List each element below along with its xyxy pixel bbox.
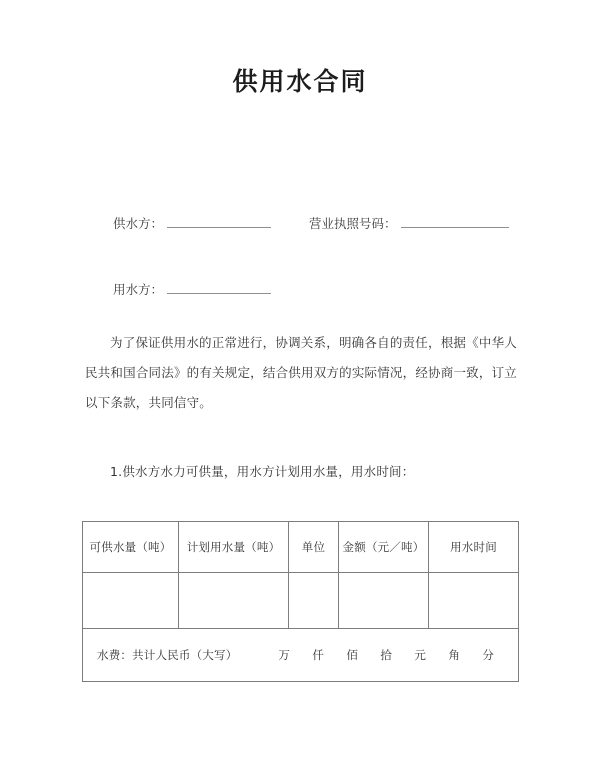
cell-planned-volume[interactable] [179, 573, 289, 629]
license-number-label: 营业执照号码： [309, 216, 397, 231]
currency-unit-3: 拾 [380, 648, 393, 662]
water-fee-total-cell[interactable] [83, 629, 519, 682]
currency-unit-6: 分 [482, 648, 495, 662]
user-label: 用水方： [113, 282, 164, 297]
currency-unit-2: 佰 [346, 648, 359, 662]
currency-unit-0: 万 [278, 648, 291, 662]
header-available-volume: 可供水量（吨） [83, 522, 179, 573]
supplier-label: 供水方： [113, 216, 164, 231]
supplier-field-row [113, 216, 509, 231]
supplier-input-blank[interactable] [167, 216, 271, 228]
header-amount: 金额（元／吨） [339, 522, 429, 573]
user-input-blank[interactable] [167, 282, 271, 294]
license-number-input-blank[interactable] [401, 216, 509, 228]
clause-1: 1.供水方水力可供量，用水方计划用水量，用水时间： [110, 464, 415, 479]
header-unit: 单位 [289, 522, 339, 573]
currency-units-group [267, 647, 505, 663]
table-total-row [83, 629, 519, 682]
water-usage-table [82, 521, 519, 682]
user-field-row [113, 282, 271, 297]
cell-unit[interactable] [289, 573, 339, 629]
preamble-paragraph: 为了保证供用水的正常进行，协调关系，明确各自的责任，根据《中华人民共和国合同法》的有关规定，结合供用双方的实际情况，经协商一致，订立以下条款，共同信守。 [85, 335, 517, 410]
cell-available-volume[interactable] [83, 573, 179, 629]
currency-unit-1: 仟 [312, 648, 325, 662]
table-row [83, 573, 519, 629]
cell-usage-time[interactable] [429, 573, 519, 629]
header-planned-volume: 计划用水量（吨） [179, 522, 289, 573]
water-fee-label: 水费：共计人民币（大写） [97, 648, 238, 662]
table-header-row [83, 522, 519, 573]
cell-amount[interactable] [339, 573, 429, 629]
page-title: 供用水合同 [232, 67, 368, 96]
currency-unit-5: 角 [448, 648, 461, 662]
currency-unit-4: 元 [414, 648, 427, 662]
header-usage-time: 用水时间 [429, 522, 519, 573]
